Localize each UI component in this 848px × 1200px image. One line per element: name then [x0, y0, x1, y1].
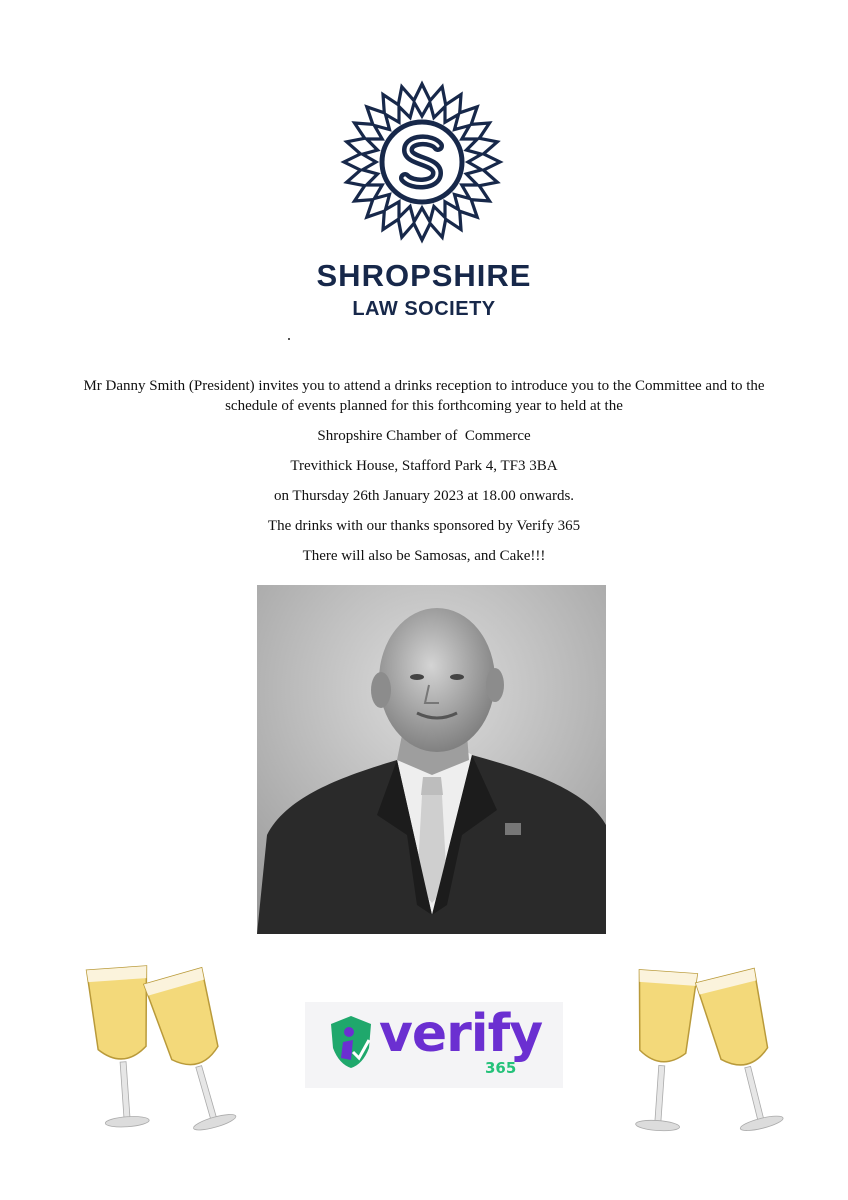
champagne-glasses-left-icon [80, 958, 240, 1138]
venue-address: Trevithick House, Stafford Park 4, TF3 3BA [290, 458, 558, 474]
champagne-glasses-right-icon [628, 960, 788, 1140]
sponsor-logo-number: 365 [485, 1059, 517, 1077]
sponsor-logo [305, 1002, 563, 1088]
sponsor-logo-word: verify [379, 1004, 543, 1064]
invitation-intro: Mr Danny Smith (President) invites you to attend a drinks reception to introduce you to the Committee and to the schedule of events planned for this forthcoming year to held at the [83, 378, 765, 414]
refreshments-note: There will also be Samosas, and Cake!!! [302, 548, 546, 564]
org-name-line1: SHROPSHIRE [316, 258, 532, 293]
portrait-photo-icon [257, 585, 606, 934]
society-logo-icon [340, 80, 504, 244]
stray-mark [288, 338, 290, 340]
event-datetime: on Thursday 26th January 2023 at 18.00 onwards. [273, 488, 575, 504]
shield-icon [329, 1014, 373, 1070]
venue-name: Shropshire Chamber of Commerce [317, 428, 531, 444]
sponsor-note: The drinks with our thanks sponsored by Verify 365 [267, 518, 581, 534]
org-name-line2: LAW SOCIETY [352, 298, 496, 320]
